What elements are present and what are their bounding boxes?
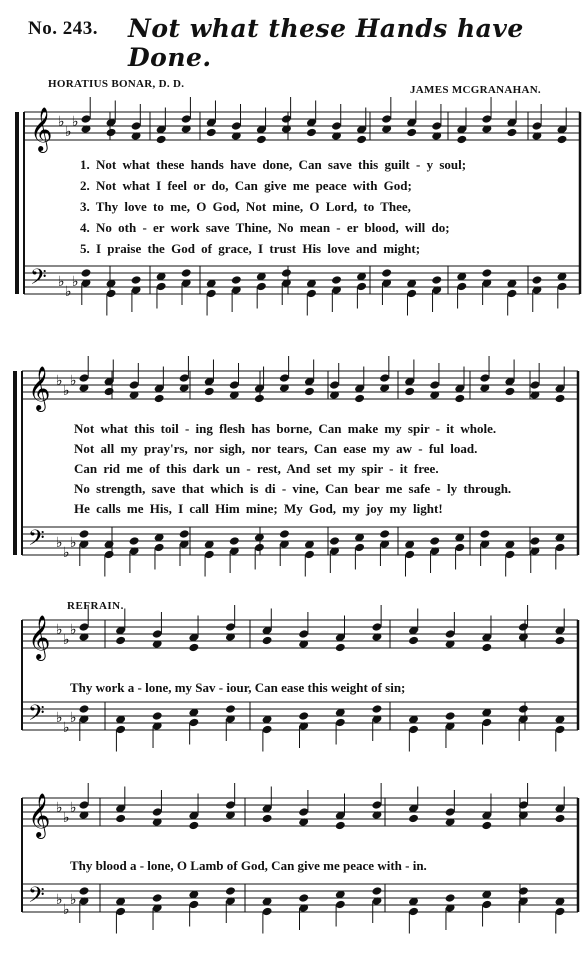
note-head bbox=[106, 128, 117, 138]
note-head bbox=[181, 268, 192, 278]
note-head bbox=[445, 711, 456, 721]
note-head bbox=[229, 536, 240, 546]
note-head bbox=[281, 268, 292, 278]
author-credit: HORATIUS BONAR, D. D. bbox=[48, 78, 185, 90]
brace bbox=[15, 112, 19, 294]
note-head bbox=[431, 275, 442, 285]
note-head bbox=[404, 387, 415, 397]
note-head bbox=[454, 394, 465, 404]
composer-credit: JAMES MCGRANAHAN. bbox=[410, 84, 541, 96]
note-head bbox=[371, 886, 382, 896]
verse-line-5: 5. I praise the God of grace, I trust His love and might; bbox=[80, 241, 421, 256]
note-head bbox=[304, 387, 315, 397]
note-head bbox=[298, 893, 309, 903]
note-head bbox=[518, 704, 529, 714]
flat-sign: ♭ bbox=[56, 535, 63, 551]
flat-sign: ♭ bbox=[63, 383, 70, 399]
note-head bbox=[115, 814, 126, 824]
flat-sign: ♭ bbox=[63, 810, 70, 826]
verse-line-1: 1. Not what these hands have done, Can save this guilt - y soul; bbox=[80, 157, 467, 172]
note-head bbox=[231, 275, 242, 285]
verse-line-5: He calls me His, I call Him mine; My God, my joy my light! bbox=[74, 501, 443, 516]
note-head bbox=[354, 394, 365, 404]
note-head bbox=[557, 135, 568, 145]
note-head bbox=[204, 387, 215, 397]
treble-clef: 𝄞 bbox=[30, 107, 53, 151]
note-head bbox=[406, 128, 417, 138]
verse-line-3: 3. Thy love to me, O God, Not mine, O Lord, to Thee, bbox=[80, 199, 411, 214]
flat-sign: ♭ bbox=[72, 274, 79, 290]
note-head bbox=[225, 886, 236, 896]
note-head bbox=[152, 893, 163, 903]
bass-clef: 𝄢 bbox=[28, 526, 45, 556]
note-head bbox=[156, 135, 167, 145]
note-head bbox=[555, 814, 566, 824]
flat-sign: ♭ bbox=[65, 124, 72, 140]
note-head bbox=[104, 387, 115, 397]
note-head bbox=[356, 135, 367, 145]
note-head bbox=[129, 536, 140, 546]
verse-line-2: 2. Not what I feel or do, Can give me peace with God; bbox=[80, 178, 412, 193]
flat-sign: ♭ bbox=[56, 622, 63, 638]
flat-sign: ♭ bbox=[70, 373, 77, 389]
note-head bbox=[254, 394, 265, 404]
treble-clef: 𝄞 bbox=[28, 366, 51, 410]
note-head bbox=[179, 529, 190, 539]
note-head bbox=[479, 529, 490, 539]
note-head bbox=[79, 704, 90, 714]
note-head bbox=[408, 814, 419, 824]
note-head bbox=[445, 893, 456, 903]
note-head bbox=[335, 821, 346, 831]
refrain-label: REFRAIN. bbox=[67, 600, 124, 612]
flat-sign: ♭ bbox=[70, 892, 77, 908]
note-head bbox=[262, 636, 273, 646]
verse-line-3: Can rid me of this dark un - rest, And set my spir - it free. bbox=[74, 461, 439, 476]
refrain-lyric-2: Thy blood a - lone, O Lamb of God, Can give me peace with - in. bbox=[70, 858, 427, 873]
note-head bbox=[429, 536, 440, 546]
flat-sign: ♭ bbox=[65, 284, 72, 300]
flat-sign: ♭ bbox=[58, 114, 65, 130]
note-head bbox=[481, 268, 492, 278]
flat-sign: ♭ bbox=[70, 622, 77, 638]
note-head bbox=[256, 135, 267, 145]
note-head bbox=[381, 268, 392, 278]
flat-sign: ♭ bbox=[63, 632, 70, 648]
note-head bbox=[481, 821, 492, 831]
note-head bbox=[154, 394, 165, 404]
hymn-title: Not what these Hands have Done. bbox=[128, 14, 524, 72]
flat-sign: ♭ bbox=[70, 800, 77, 816]
note-head bbox=[456, 135, 467, 145]
treble-clef: 𝄞 bbox=[28, 615, 51, 659]
note-head bbox=[371, 704, 382, 714]
flat-sign: ♭ bbox=[70, 710, 77, 726]
note-head bbox=[531, 275, 542, 285]
note-head bbox=[152, 711, 163, 721]
note-head bbox=[81, 268, 92, 278]
bass-clef: 𝄢 bbox=[28, 701, 45, 731]
note-head bbox=[331, 275, 342, 285]
note-head bbox=[79, 529, 90, 539]
flat-sign: ♭ bbox=[58, 274, 65, 290]
verse-line-4: No strength, save that which is di - vine, Can bear me safe - ly through. bbox=[74, 481, 512, 496]
flat-sign: ♭ bbox=[56, 373, 63, 389]
note-head bbox=[335, 643, 346, 653]
note-head bbox=[481, 643, 492, 653]
bass-clef: 𝄢 bbox=[28, 883, 45, 913]
flat-sign: ♭ bbox=[63, 720, 70, 736]
flat-sign: ♭ bbox=[72, 114, 79, 130]
note-head bbox=[279, 529, 290, 539]
flat-sign: ♭ bbox=[56, 800, 63, 816]
flat-sign: ♭ bbox=[70, 535, 77, 551]
verse-line-1: Not what this toil - ing flesh has borne, Can make my spir - it whole. bbox=[74, 421, 497, 436]
note-head bbox=[504, 387, 515, 397]
flat-sign: ♭ bbox=[56, 710, 63, 726]
note-head bbox=[329, 536, 340, 546]
verse-line-4: 4. No oth - er work save Thine, No mean - er blood, will do; bbox=[80, 220, 450, 235]
note-head bbox=[555, 394, 566, 404]
hymn-number: No. 243. bbox=[28, 18, 98, 39]
note-head bbox=[506, 128, 517, 138]
verse-line-2: Not all my pray'rs, nor sigh, nor tears, Can ease my aw - ful load. bbox=[74, 441, 478, 456]
note-head bbox=[225, 704, 236, 714]
flat-sign: ♭ bbox=[63, 902, 70, 918]
note-head bbox=[555, 636, 566, 646]
note-head bbox=[262, 814, 273, 824]
note-head bbox=[529, 536, 540, 546]
note-head bbox=[79, 886, 90, 896]
flat-sign: ♭ bbox=[63, 545, 70, 561]
flat-sign: ♭ bbox=[56, 892, 63, 908]
treble-clef: 𝄞 bbox=[28, 793, 51, 837]
bass-clef: 𝄢 bbox=[30, 265, 47, 295]
note-head bbox=[188, 821, 199, 831]
note-head bbox=[206, 128, 217, 138]
note-head bbox=[131, 275, 142, 285]
brace bbox=[13, 371, 17, 555]
refrain-lyric-1: Thy work a - lone, my Sav - iour, Can ease this weight of sin; bbox=[70, 680, 406, 695]
note-head bbox=[379, 529, 390, 539]
note-head bbox=[306, 128, 317, 138]
note-head bbox=[408, 636, 419, 646]
note-head bbox=[298, 711, 309, 721]
note-head bbox=[115, 636, 126, 646]
note-head bbox=[188, 643, 199, 653]
